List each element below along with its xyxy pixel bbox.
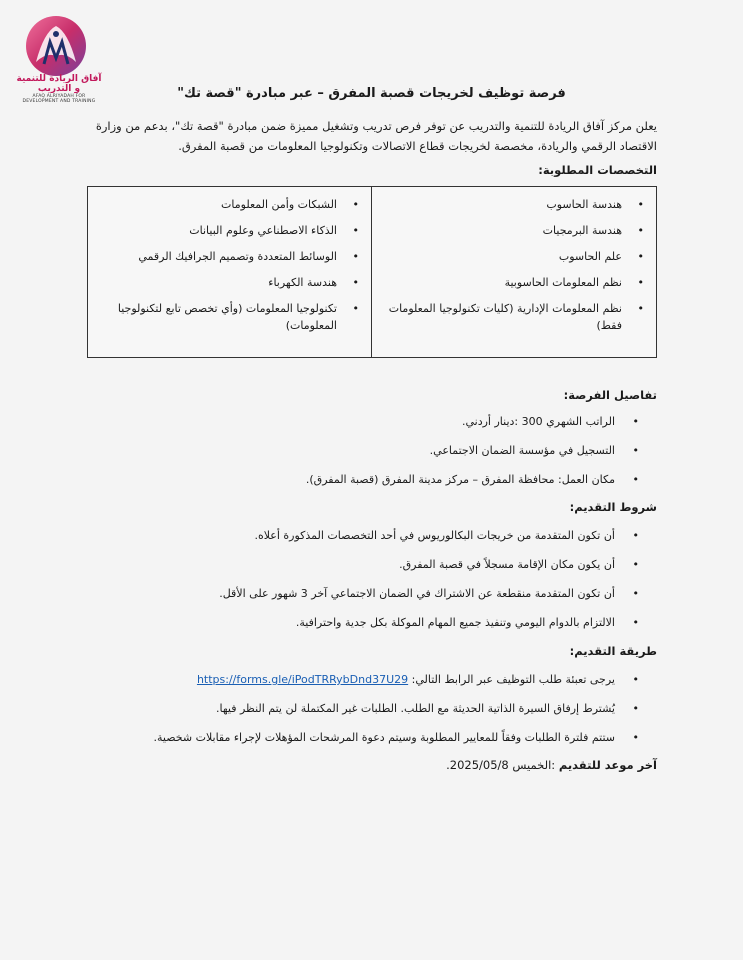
list-item: • يُشترط إرفاق السيرة الذاتية الحديثة مع الطلب. الطلبات غير المكتملة لن يتم النظر فيها.: [97, 701, 657, 730]
list-item: • مكان العمل: محافظة المفرق – مركز مدينة المفرق (قصبة المفرق).: [97, 472, 657, 501]
specialty-item: • هندسة الحاسوب: [372, 196, 656, 213]
specialty-item: • نظم المعلومات الإدارية (كليات تكنولوجيا المعلومات فقط): [372, 300, 656, 334]
specialty-item: • هندسة البرمجيات: [372, 222, 656, 239]
list-item: • الالتزام بالدوام اليومي وتنفيذ جميع المهام الموكلة بكل جدية واحترافية.: [97, 615, 657, 644]
method-heading: طريقة التقديم:: [569, 644, 657, 658]
list-item: • أن تكون المتقدمة من خريجات البكالوريوس في أحد التخصصات المذكورة أعلاه.: [97, 528, 657, 557]
link-prefix: يرجى تعبئة طلب التوظيف عبر الرابط التالي:: [411, 673, 615, 686]
logo-emblem-icon: [14, 12, 98, 82]
logo-text-arabic: آفاق الريادة للتنمية و التدريب: [16, 74, 102, 94]
application-deadline: [446, 758, 657, 772]
logo-text-english: AFAQ ALRIYADAH FOR DEVELOPMENT AND TRAINING: [22, 94, 96, 104]
page-title: فرصة توظيف لخريجات قصبة المفرق – عبر مبادرة "قصة تك": [177, 86, 566, 101]
list-item: • الراتب الشهري 300 :دينار أردني.: [97, 414, 657, 443]
specialty-item: • نظم المعلومات الحاسوبية: [372, 274, 656, 291]
specialty-item: • الوسائط المتعددة وتصميم الجرافيك الرقمي: [88, 248, 371, 265]
specialty-item: • هندسة الكهرباء: [88, 274, 371, 291]
conditions-heading: شروط التقديم:: [569, 500, 657, 514]
list-item: [97, 672, 657, 701]
specialties-table: [87, 186, 657, 358]
list-item: • أن تكون المتقدمة منقطعة عن الاشتراك في الضمان الاجتماعي آخر 3 شهور على الأقل.: [97, 586, 657, 615]
list-item: • التسجيل في مؤسسة الضمان الاجتماعي.: [97, 443, 657, 472]
deadline-label: آخر موعد للتقديم: [558, 758, 657, 772]
list-item: • ستتم فلترة الطلبات وفقاً للمعايير المطلوبة وسيتم دعوة المرشحات المؤهلات لإجراء مقابلات شخصية.: [97, 730, 657, 759]
application-form-link[interactable]: https://forms.gle/iPodTRRybDnd37U29: [196, 673, 409, 686]
specialty-item: • علم الحاسوب: [372, 248, 656, 265]
specialties-heading: التخصصات المطلوبة:: [538, 163, 657, 177]
specialty-item: • تكنولوجيا المعلومات (وأي تخصص تابع لتكنولوجيا المعلومات): [88, 300, 371, 334]
specialty-item: • الشبكات وأمن المعلومات: [88, 196, 371, 213]
deadline-value: :الخميس 2025/05/8.: [446, 758, 556, 772]
specialties-column-left: [88, 187, 371, 357]
list-item: • أن يكون مكان الإقامة مسجلاً في قصبة المفرق.: [97, 557, 657, 586]
conditions-list: [97, 528, 657, 644]
details-list: [97, 414, 657, 501]
specialty-item: • الذكاء الاصطناعي وعلوم البيانات: [88, 222, 371, 239]
intro-paragraph: يعلن مركز آفاق الريادة للتنمية والتدريب عن توفر فرص تدريب وتشغيل مميزة ضمن مبادرة "قصة تك"، بدعم من وزارة الاقتصاد الرقمي والريادة، مخصصة لخريجات قطاع الاتصالات وتكنولوجيا المعلومات من قصبة المفرق.: [95, 119, 657, 153]
specialties-column-right: [371, 187, 656, 357]
method-list: [97, 672, 657, 759]
details-heading: تفاصيل الفرصة:: [563, 388, 657, 402]
